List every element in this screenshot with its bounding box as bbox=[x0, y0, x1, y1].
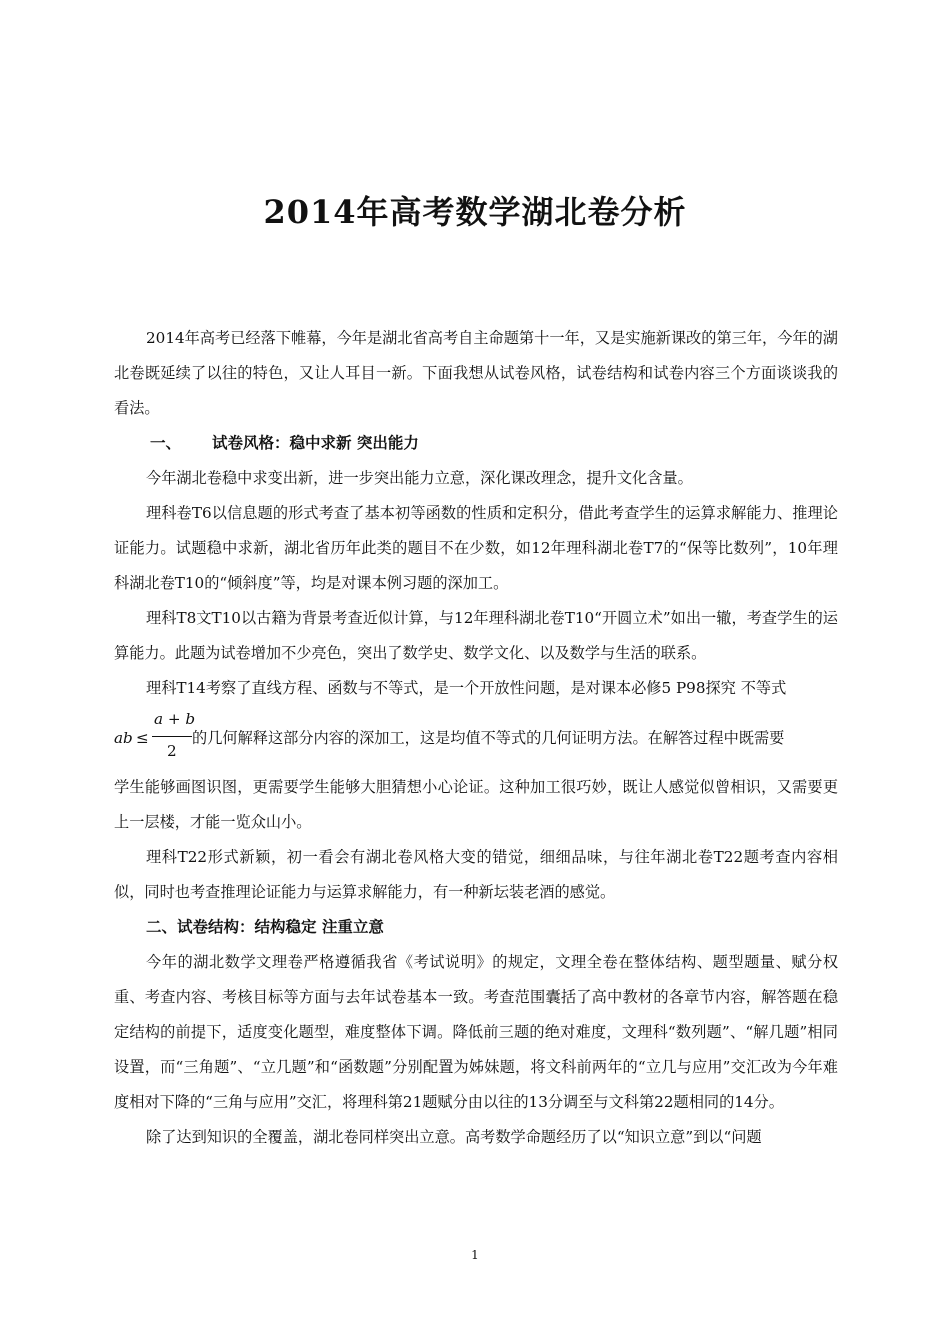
paragraph-t14-continued: 学生能够画图识图，更需要学生能够大胆猜想小心论证。这种加工很巧妙，既让人感觉似曾相识，又需要更上一层楼，才能一览众山小。 bbox=[114, 778, 838, 831]
paragraph-structure: 今年的湖北数学文理卷严格遵循我省《考试说明》的规定，文理全卷在整体结构、题型题量、赋分权重、考查内容、考核目标等方面与去年试卷基本一致。考查范围囊括了高中教材的各章节内容，解答题在稳定结构的前提下，适度变化题型，难度整体下调。降低前三题的绝对难度，文理科“数列题”、“解几题”相同设置，而“三角题”、“立几题”和“函数题”分别配置为姊妹题，将文科前两年的“立几与应用”交汇改为今年难度相对下降的“三角与应用”交汇，将理科第21题赋分由以往的13分调至与文科第22题相同的14分。 bbox=[114, 953, 838, 1111]
paragraph-t14: 理科T14考察了直线方程、函数与不等式，是一个开放性问题，是对课本必修5 P98探究 不等式 bbox=[146, 679, 787, 697]
inequality-formula bbox=[114, 706, 194, 770]
paragraph-t8: 理科T8文T10以古籍为背景考查近似计算，与12年理科湖北卷T10“开圆立术”如出一辙，考查学生的运算能力。此题为试卷增加不少亮色，突出了数学史、数学文化、以及数学与生活的联系。 bbox=[114, 609, 838, 662]
section-heading-2: 二、试卷结构：结构稳定 注重立意 bbox=[146, 918, 384, 936]
document-body bbox=[114, 321, 838, 1155]
formula-numerator: a + b bbox=[154, 710, 196, 728]
paragraph-t6: 理科卷T6以信息题的形式考查了基本初等函数的性质和定积分，借此考查学生的运算求解能力、推理论证能力。试题稳中求新，湖北省历年此类的题目不在少数，如12年理科湖北卷T7的“保等比数列”，10年理科湖北卷T10的“倾斜度”等，均是对课本例习题的深加工。 bbox=[114, 504, 838, 592]
formula-lhs: ab bbox=[114, 729, 133, 747]
fraction-bar bbox=[152, 736, 192, 737]
document-title: 2014年高考数学湖北卷分析 bbox=[263, 193, 687, 231]
formula-denominator: 2 bbox=[167, 742, 177, 760]
section-heading-1-text: 试卷风格：稳中求新 突出能力 bbox=[212, 434, 419, 452]
paragraph-style-summary: 今年湖北卷稳中求变出新，进一步突出能力立意，深化课改理念，提升文化含量。 bbox=[146, 469, 693, 487]
page-number: 1 bbox=[471, 1248, 479, 1262]
formula-line-text: 的几何解释这部分内容的深加工，这是均值不等式的几何证明方法。在解答过程中既需要 bbox=[192, 729, 785, 747]
formula-relation: ≤ bbox=[136, 729, 149, 747]
paragraph-intro: 2014年高考已经落下帷幕，今年是湖北省高考自主命题第十一年，又是实施新课改的第三年，今年的湖北卷既延续了以往的特色，又让人耳目一新。下面我想从试卷风格，试卷结构和试卷内容三个方面谈谈我的看法。 bbox=[114, 329, 838, 417]
formula-line bbox=[114, 706, 838, 770]
paragraph-t22: 理科T22形式新颖，初一看会有湖北卷风格大变的错觉，细细品味，与往年湖北卷T22题考查内容相似，同时也考查推理论证能力与运算求解能力，有一种新坛装老酒的感觉。 bbox=[114, 848, 838, 901]
paragraph-intent: 除了达到知识的全覆盖，湖北卷同样突出立意。高考数学命题经历了以“知识立意”到以“问题 bbox=[146, 1128, 762, 1146]
section-heading-1 bbox=[114, 426, 838, 461]
section-heading-1-number: 一、 bbox=[150, 434, 182, 452]
